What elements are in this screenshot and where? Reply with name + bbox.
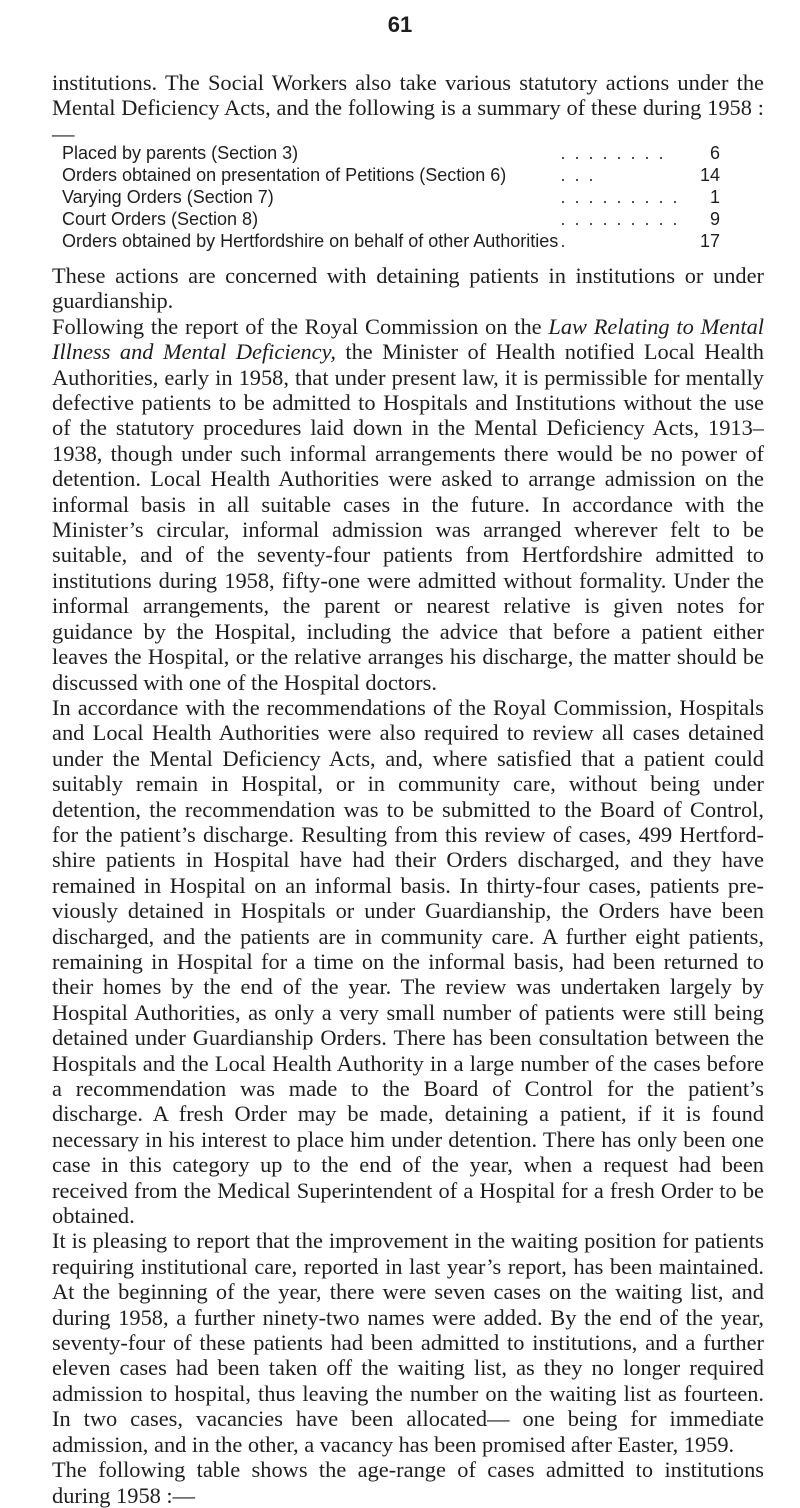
- report-title: Law Relating to Mental Illness and Mental Deficiency,: [52, 313, 765, 365]
- paragraph-rest: the Minister of Health notified Local Health Authorities, early in 1958, that under present law, it is permissible for mentally defective patients to be admitted to Hospitals and Institutions without the use of the statutory procedures laid down in the Mental Deficiency Acts, 1913–1938, though under such informal arrangements there would be no power of detention. Local Health Authorities were asked to arrange admission on the informal basis in all suitable cases in the future. In accordance with the Minister’s circular, informal admission was arranged wherever felt to be suitable, and of the seventy-four patients from Hertfordshire admitted to institutions during 1958, fifty-one were admitted without formality. Under the informal arrangements, the parent or nearest relative is given notes for guidance by the Hospital, including the advice that before a patient either leaves the Hospital, or the relative arranges his discharge, the matter should be discussed with one of the Hospital doctors.: [52, 339, 764, 695]
- table-row: [62, 230, 720, 252]
- body-paragraphs: [52, 263, 764, 1508]
- row-label: Orders obtained by Hertfordshire on behalf of other Authorities: [62, 231, 559, 251]
- row-label: Placed by parents (Section 3): [62, 143, 299, 163]
- page-number: 61: [387, 12, 413, 37]
- leader-dots: . . .: [560, 165, 596, 185]
- paragraph-review: In accordance with the recommendations of the Royal Commission, Hospitals and Local Health Authorities were also required to review all cases detained under the Mental Deficiency Acts, and, where satisfied that a patient could suitably remain in Hospital, or in community care, without being under detention, the recommendation was to be submitted to the Board of Control, for the patient’s discharge. Resulting from this review of cases, 499 Hertfordshire patients in Hospital have had their Orders discharged, and they have remained in Hospital on an informal basis. In thirty-four cases, patients previously detained in Hospitals or under Guardianship, the Orders have been discharged, and the patients are in community care. A further eight patients, remaining in Hospital for a time on the informal basis, had been returned to their homes by the end of the year. The review was undertaken largely by Hospital Authorities, as only a very small number of patients were still being detained under Guardianship Orders. There has been consultation between the Hospitals and the Local Health Authority in a large number of the cases before a recommendation was made to the Board of Control for the patient’s discharge. A fresh Order may be made, detaining a patient, if it is found necessary in his interest to place him under detention. There has only been one case in this category up to the end of the year, when a request had been received from the Medical Superintendent of a Hospital for a fresh Order to be obtained.: [52, 694, 764, 1229]
- leader-dots: .: [560, 231, 568, 251]
- table-row: [62, 164, 720, 186]
- table-row: [62, 142, 720, 164]
- paragraph-detention: These actions are concerned with detaining patients in institutions or under guardianship.: [52, 263, 764, 314]
- row-count: 9: [709, 209, 720, 229]
- row-label: Court Orders (Section 8): [62, 209, 259, 229]
- paragraph-age-range: The following table shows the age-range of cases admitted to institutions during 1958 :—: [52, 1457, 764, 1508]
- leader-dots: . . . . . . . . .: [560, 209, 680, 229]
- intro-paragraph: institutions. The Social Workers also take various statutory actions under the Mental Deficiency Acts, and the following is a summary of these during 1958 :—: [52, 70, 764, 146]
- row-label: Varying Orders (Section 7): [62, 187, 274, 207]
- paragraph-waiting-list: It is pleasing to report that the improvement in the waiting position for patients requiring institutional care, reported in last year’s report, has been maintained. At the beginning of the year, there were seven cases on the waiting list, and during 1958, a further ninety-two names were added. By the end of the year, seventy-four of these patients had been admitted to institutions, and a further eleven cases had been taken off the waiting list, as they no longer required admission to hospital, thus leaving the number on the waiting list as fourteen. In two cases, vacancies have been allocated— one being for immediate admission, and in the other, a vacancy has been promised after Easter, 1959.: [52, 1228, 764, 1457]
- summary-table: [62, 142, 720, 252]
- table-row: [62, 186, 720, 208]
- table-row: [62, 208, 720, 230]
- leader-dots: . . . . . . . . .: [560, 187, 680, 207]
- row-label: Orders obtained on presentation of Petitions (Section 6): [62, 165, 507, 185]
- leader-dots: . . . . . . . .: [560, 143, 666, 163]
- row-count: 17: [699, 231, 720, 251]
- row-count: 6: [709, 143, 720, 163]
- row-count: 1: [709, 187, 720, 207]
- paragraph-lead: Following the report of the Royal Commission on the: [52, 313, 549, 339]
- row-count: 14: [699, 165, 720, 185]
- paragraph-royal-commission: [52, 314, 764, 695]
